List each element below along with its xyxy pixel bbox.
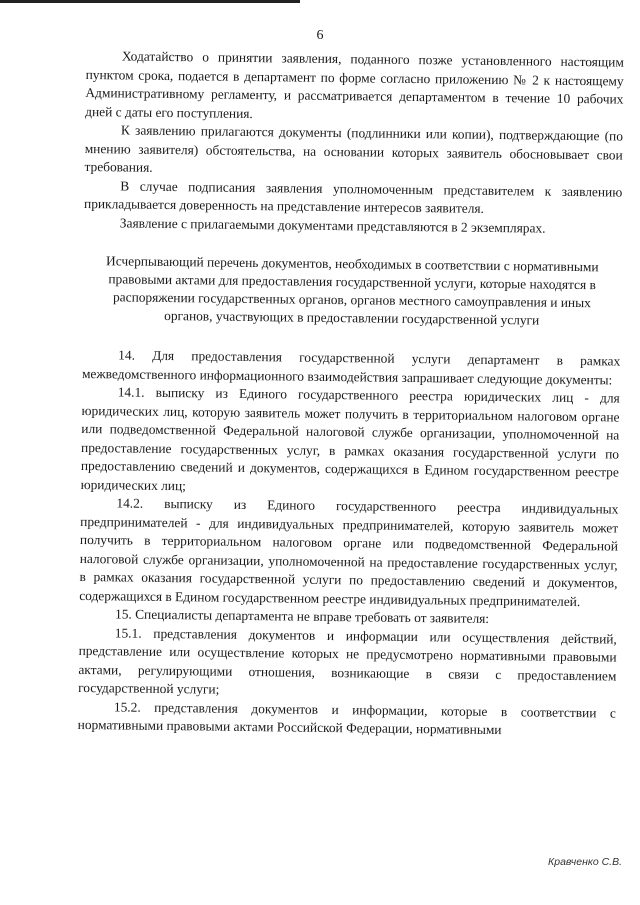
item-15-1: 15.1. представления документов и информации или осуществления действий, представление или осуществление которых не предусмотрено нормативными правовыми актами, регулирующими отношения, возникающие в связи с предоставлением государственной услуги;	[78, 624, 617, 697]
paragraph-petition: Ходатайство о принятии заявления, поданного позже установленного настоящим пунктом срока, подается в департамент по форме согласно приложению № 2 к настоящему Административному регламенту, и рассматривается департаментом в течение 10 рабочих дней с даты его поступления.	[85, 48, 624, 121]
item-14-1: 14.1. выписку из Единого государственного реестра юридических лиц - для юридических лиц, которую заявитель может получить в территориальном налоговом органе или подведомственной Федеральной налоговой службе организации, уполномоченной на предоставление государственных услуг, в рамках оказания государственной услуги по предоставлению сведений и документов, содержащихся в Едином государственном реестре юридических лиц;	[80, 384, 620, 493]
section-heading: Исчерпывающий перечень документов, необходимых в соответствии с нормативными правовыми актами для предоставления государственной услуги, которые находятся в распоряжении государственных органов, органов местного самоуправления и иных органов, участвующих в предоставлении государственной услуги	[106, 253, 599, 328]
item-15: 15. Специалисты департамента не вправе требовать от заявителя:	[114, 606, 490, 626]
paragraph-copies: Заявление с прилагаемыми документами представляются в 2 экземплярах.	[119, 214, 546, 236]
signature: Кравченко С.В.	[548, 856, 622, 868]
scan-edge-line	[0, 0, 300, 3]
paragraph-attachments: К заявлению прилагаются документы (подлинники или копии), подтверждающие (по мнению заявителя) обстоятельства, на основании которых заявитель обосновывает свои требования.	[84, 122, 624, 175]
item-14: 14. Для предоставления государственной услуги департамент в рамках межведомственного информационного взаимодействия запрашивает следующие документы:	[81, 347, 621, 387]
item-15-2: 15.2. представления документов и информации, которые в соответствии с нормативными правовыми актами Российской Федерации, нормативными	[77, 698, 617, 738]
paragraph-representative: В случае подписания заявления уполномоченным представителем к заявлению прикладывается доверенность на представление интересов заявителя.	[83, 177, 623, 216]
document-body	[78, 47, 624, 741]
page-number: 6	[316, 28, 324, 43]
item-14-2: 14.2. выписку из Единого государственного реестра индивидуальных предпринимателей - для индивидуальных предпринимателей, которую заявитель может получить в территориальном налоговом органе или подведомственной Федеральной налоговой службе организации, уполномоченной на предоставление государственных услуг, в рамках оказания государственной услуги по предоставлению сведений и документов, содержащихся в Едином государственном реестре индивидуальных предпринимателей.	[79, 495, 619, 609]
